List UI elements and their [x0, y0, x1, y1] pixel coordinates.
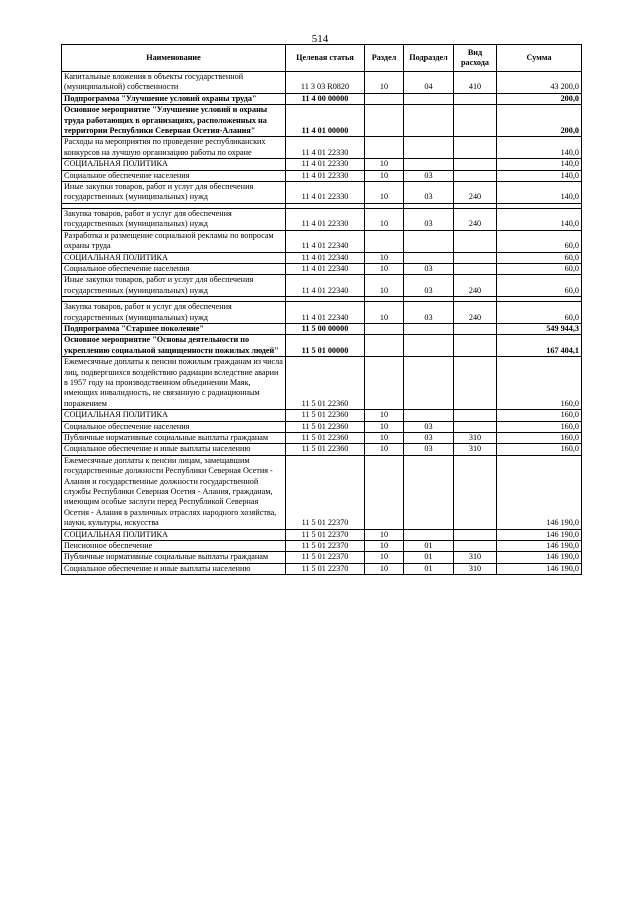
column-header-section: Раздел	[365, 45, 404, 72]
cell-name: Социальное обеспечение населения	[62, 421, 286, 432]
cell-target: 11 5 01 00000	[286, 335, 365, 357]
cell-subsection: 03	[404, 433, 454, 444]
table-row	[62, 323, 582, 334]
cell-name: СОЦИАЛЬНАЯ ПОЛИТИКА	[62, 410, 286, 421]
cell-name: Социальное обеспечение и иные выплаты населению	[62, 444, 286, 455]
cell-subsection: 03	[404, 302, 454, 324]
cell-target: 11 4 01 22340	[286, 302, 365, 324]
cell-sum: 549 944,3	[497, 323, 582, 334]
cell-subsection: 03	[404, 421, 454, 432]
cell-target: 11 5 01 22360	[286, 357, 365, 410]
cell-section: 10	[365, 182, 404, 204]
cell-sum: 140,0	[497, 208, 582, 230]
cell-sum: 60,0	[497, 275, 582, 297]
table-row	[62, 159, 582, 170]
cell-subsection	[404, 105, 454, 137]
cell-subsection	[404, 252, 454, 263]
cell-sum: 200,0	[497, 105, 582, 137]
cell-section: 10	[365, 552, 404, 563]
cell-target: 11 5 01 22360	[286, 421, 365, 432]
cell-kind: 240	[454, 275, 497, 297]
table-row	[62, 455, 582, 529]
cell-section: 10	[365, 208, 404, 230]
table-row	[62, 541, 582, 552]
cell-target: 11 4 01 22330	[286, 182, 365, 204]
cell-target: 11 5 01 22370	[286, 455, 365, 529]
cell-sum: 140,0	[497, 170, 582, 181]
cell-target: 11 4 01 22330	[286, 208, 365, 230]
cell-target: 11 5 01 22370	[286, 541, 365, 552]
cell-name: Закупка товаров, работ и услуг для обеспечения государственных (муниципальных) нужд	[62, 302, 286, 324]
cell-kind	[454, 263, 497, 274]
cell-sum: 160,0	[497, 357, 582, 410]
cell-sum: 167 404,1	[497, 335, 582, 357]
cell-sum: 160,0	[497, 410, 582, 421]
cell-name: Публичные нормативные социальные выплаты гражданам	[62, 433, 286, 444]
cell-sum: 146 190,0	[497, 541, 582, 552]
cell-sum: 60,0	[497, 302, 582, 324]
cell-target: 11 4 01 22340	[286, 275, 365, 297]
cell-subsection: 03	[404, 170, 454, 181]
cell-kind	[454, 159, 497, 170]
cell-kind	[454, 421, 497, 432]
cell-target: 11 5 01 22360	[286, 410, 365, 421]
cell-kind	[454, 541, 497, 552]
cell-kind	[454, 335, 497, 357]
cell-subsection: 01	[404, 563, 454, 574]
cell-target: 11 4 01 22340	[286, 230, 365, 252]
table-row	[62, 182, 582, 204]
cell-subsection	[404, 410, 454, 421]
cell-name: Подпрограмма "Старшее поколение"	[62, 323, 286, 334]
cell-subsection	[404, 230, 454, 252]
cell-subsection: 03	[404, 444, 454, 455]
cell-subsection: 03	[404, 182, 454, 204]
table-row	[62, 263, 582, 274]
table-row	[62, 105, 582, 137]
cell-section: 10	[365, 529, 404, 540]
cell-target: 11 4 00 00000	[286, 93, 365, 104]
cell-section: 10	[365, 252, 404, 263]
table-row	[62, 137, 582, 159]
cell-sum: 146 190,0	[497, 529, 582, 540]
cell-name: СОЦИАЛЬНАЯ ПОЛИТИКА	[62, 529, 286, 540]
cell-name: СОЦИАЛЬНАЯ ПОЛИТИКА	[62, 252, 286, 263]
cell-name: СОЦИАЛЬНАЯ ПОЛИТИКА	[62, 159, 286, 170]
cell-kind	[454, 137, 497, 159]
cell-target: 11 5 01 22370	[286, 552, 365, 563]
cell-section: 10	[365, 444, 404, 455]
cell-section: 10	[365, 159, 404, 170]
cell-target: 11 4 01 22330	[286, 170, 365, 181]
cell-section	[365, 137, 404, 159]
cell-target: 11 5 01 22360	[286, 444, 365, 455]
cell-kind	[454, 529, 497, 540]
cell-sum: 160,0	[497, 444, 582, 455]
column-header-sum: Сумма	[497, 45, 582, 72]
cell-kind	[454, 323, 497, 334]
cell-kind	[454, 455, 497, 529]
cell-name: Основное мероприятие "Улучшение условий и охраны труда работающих в организациях, расположенных на территории Республики Северная Осетия-Алания"	[62, 105, 286, 137]
cell-subsection: 03	[404, 263, 454, 274]
column-header-subsection: Подраздел	[404, 45, 454, 72]
cell-target: 11 5 01 22370	[286, 529, 365, 540]
cell-target: 11 4 01 22330	[286, 159, 365, 170]
cell-kind	[454, 410, 497, 421]
table-row	[62, 433, 582, 444]
cell-target: 11 5 01 22370	[286, 563, 365, 574]
cell-name: Основное мероприятие "Основы деятельности по укреплению социальной защищенности пожилых людей"	[62, 335, 286, 357]
cell-kind: 240	[454, 182, 497, 204]
cell-section: 10	[365, 563, 404, 574]
cell-sum: 60,0	[497, 263, 582, 274]
table-row	[62, 529, 582, 540]
cell-target: 11 4 01 22330	[286, 137, 365, 159]
cell-kind: 310	[454, 563, 497, 574]
cell-section: 10	[365, 433, 404, 444]
table-row	[62, 552, 582, 563]
cell-subsection	[404, 137, 454, 159]
cell-section: 10	[365, 72, 404, 94]
cell-kind	[454, 170, 497, 181]
cell-kind: 310	[454, 444, 497, 455]
cell-subsection	[404, 455, 454, 529]
table-row	[62, 357, 582, 410]
column-header-name: Наименование	[62, 45, 286, 72]
cell-sum: 160,0	[497, 421, 582, 432]
cell-kind: 310	[454, 433, 497, 444]
cell-sum: 60,0	[497, 230, 582, 252]
cell-sum: 140,0	[497, 159, 582, 170]
cell-name: Социальное обеспечение населения	[62, 170, 286, 181]
cell-subsection	[404, 93, 454, 104]
cell-section	[365, 455, 404, 529]
cell-kind: 410	[454, 72, 497, 94]
cell-subsection	[404, 159, 454, 170]
cell-target: 11 5 01 22360	[286, 433, 365, 444]
cell-sum: 160,0	[497, 433, 582, 444]
cell-name: Иные закупки товаров, работ и услуг для обеспечения государственных (муниципальных) нужд	[62, 275, 286, 297]
cell-name: Пенсионное обеспечение	[62, 541, 286, 552]
cell-sum: 146 190,0	[497, 563, 582, 574]
cell-kind: 240	[454, 302, 497, 324]
cell-section: 10	[365, 541, 404, 552]
cell-name: Ежемесячные доплаты к пенсии пожилым гражданам из числа лиц, подвергшихся воздействию радиации вследствие аварии в 1957 году на производственном объединении Маяк, имеющих инвалидность, не связанную с радиационным поражением	[62, 357, 286, 410]
cell-section: 10	[365, 275, 404, 297]
cell-name: Социальное обеспечение и иные выплаты населению	[62, 563, 286, 574]
cell-target: 11 4 01 22340	[286, 263, 365, 274]
table-row	[62, 563, 582, 574]
cell-section	[365, 323, 404, 334]
cell-kind	[454, 93, 497, 104]
cell-subsection: 01	[404, 552, 454, 563]
table-row	[62, 275, 582, 297]
cell-section: 10	[365, 410, 404, 421]
cell-subsection: 04	[404, 72, 454, 94]
cell-subsection: 01	[404, 541, 454, 552]
table-row	[62, 421, 582, 432]
cell-kind: 310	[454, 552, 497, 563]
cell-sum: 146 190,0	[497, 455, 582, 529]
column-header-target: Целевая статья	[286, 45, 365, 72]
table-row	[62, 252, 582, 263]
table-row	[62, 170, 582, 181]
cell-kind	[454, 230, 497, 252]
cell-subsection: 03	[404, 208, 454, 230]
cell-section	[365, 357, 404, 410]
cell-name: Ежемесячные доплаты к пенсии лицам, замещавшим государственные должности Республики Северная Осетия - Алания и государственные должности государственной службы Республики Северная Осетия - Алания, гражданам, имеющим особые заслуги перед Республикой Северная Осетия - Алания в различных отраслях народного хозяйства, науки, культуры, искусства	[62, 455, 286, 529]
cell-sum: 60,0	[497, 252, 582, 263]
cell-section: 10	[365, 170, 404, 181]
cell-name: Подпрограмма "Улучшение условий охраны труда"	[62, 93, 286, 104]
cell-section	[365, 335, 404, 357]
cell-subsection: 03	[404, 275, 454, 297]
cell-kind	[454, 252, 497, 263]
table-row	[62, 230, 582, 252]
cell-name: Капитальные вложения в объекты государственной (муниципальной) собственности	[62, 72, 286, 94]
cell-sum: 140,0	[497, 182, 582, 204]
cell-section	[365, 105, 404, 137]
cell-subsection	[404, 323, 454, 334]
cell-section	[365, 230, 404, 252]
cell-section: 10	[365, 421, 404, 432]
cell-kind	[454, 357, 497, 410]
cell-sum: 43 200,0	[497, 72, 582, 94]
cell-sum: 146 190,0	[497, 552, 582, 563]
cell-kind	[454, 105, 497, 137]
cell-target: 11 4 01 00000	[286, 105, 365, 137]
cell-kind: 240	[454, 208, 497, 230]
cell-sum: 140,0	[497, 137, 582, 159]
cell-section: 10	[365, 263, 404, 274]
cell-subsection	[404, 357, 454, 410]
cell-name: Социальное обеспечение населения	[62, 263, 286, 274]
cell-target: 11 4 01 22340	[286, 252, 365, 263]
table-row	[62, 444, 582, 455]
cell-section: 10	[365, 302, 404, 324]
cell-target: 11 3 03 R0820	[286, 72, 365, 94]
cell-subsection	[404, 335, 454, 357]
table-header-row	[62, 45, 582, 72]
table-row	[62, 93, 582, 104]
page-number: 514	[311, 33, 329, 45]
table-row	[62, 302, 582, 324]
table-row	[62, 335, 582, 357]
cell-sum: 200,0	[497, 93, 582, 104]
table-row	[62, 72, 582, 94]
table-row	[62, 410, 582, 421]
table-row	[62, 208, 582, 230]
cell-target: 11 5 00 00000	[286, 323, 365, 334]
cell-name: Разработка и размещение социальной рекламы по вопросам охраны труда	[62, 230, 286, 252]
cell-section	[365, 93, 404, 104]
cell-name: Иные закупки товаров, работ и услуг для обеспечения государственных (муниципальных) нужд	[62, 182, 286, 204]
cell-subsection	[404, 529, 454, 540]
budget-table	[61, 44, 582, 575]
cell-name: Закупка товаров, работ и услуг для обеспечения государственных (муниципальных) нужд	[62, 208, 286, 230]
cell-name: Расходы на мероприятия по проведение республиканских конкурсов на лучшую организацию работы по охране	[62, 137, 286, 159]
cell-name: Публичные нормативные социальные выплаты гражданам	[62, 552, 286, 563]
column-header-kind: Вид расхода	[454, 45, 497, 72]
